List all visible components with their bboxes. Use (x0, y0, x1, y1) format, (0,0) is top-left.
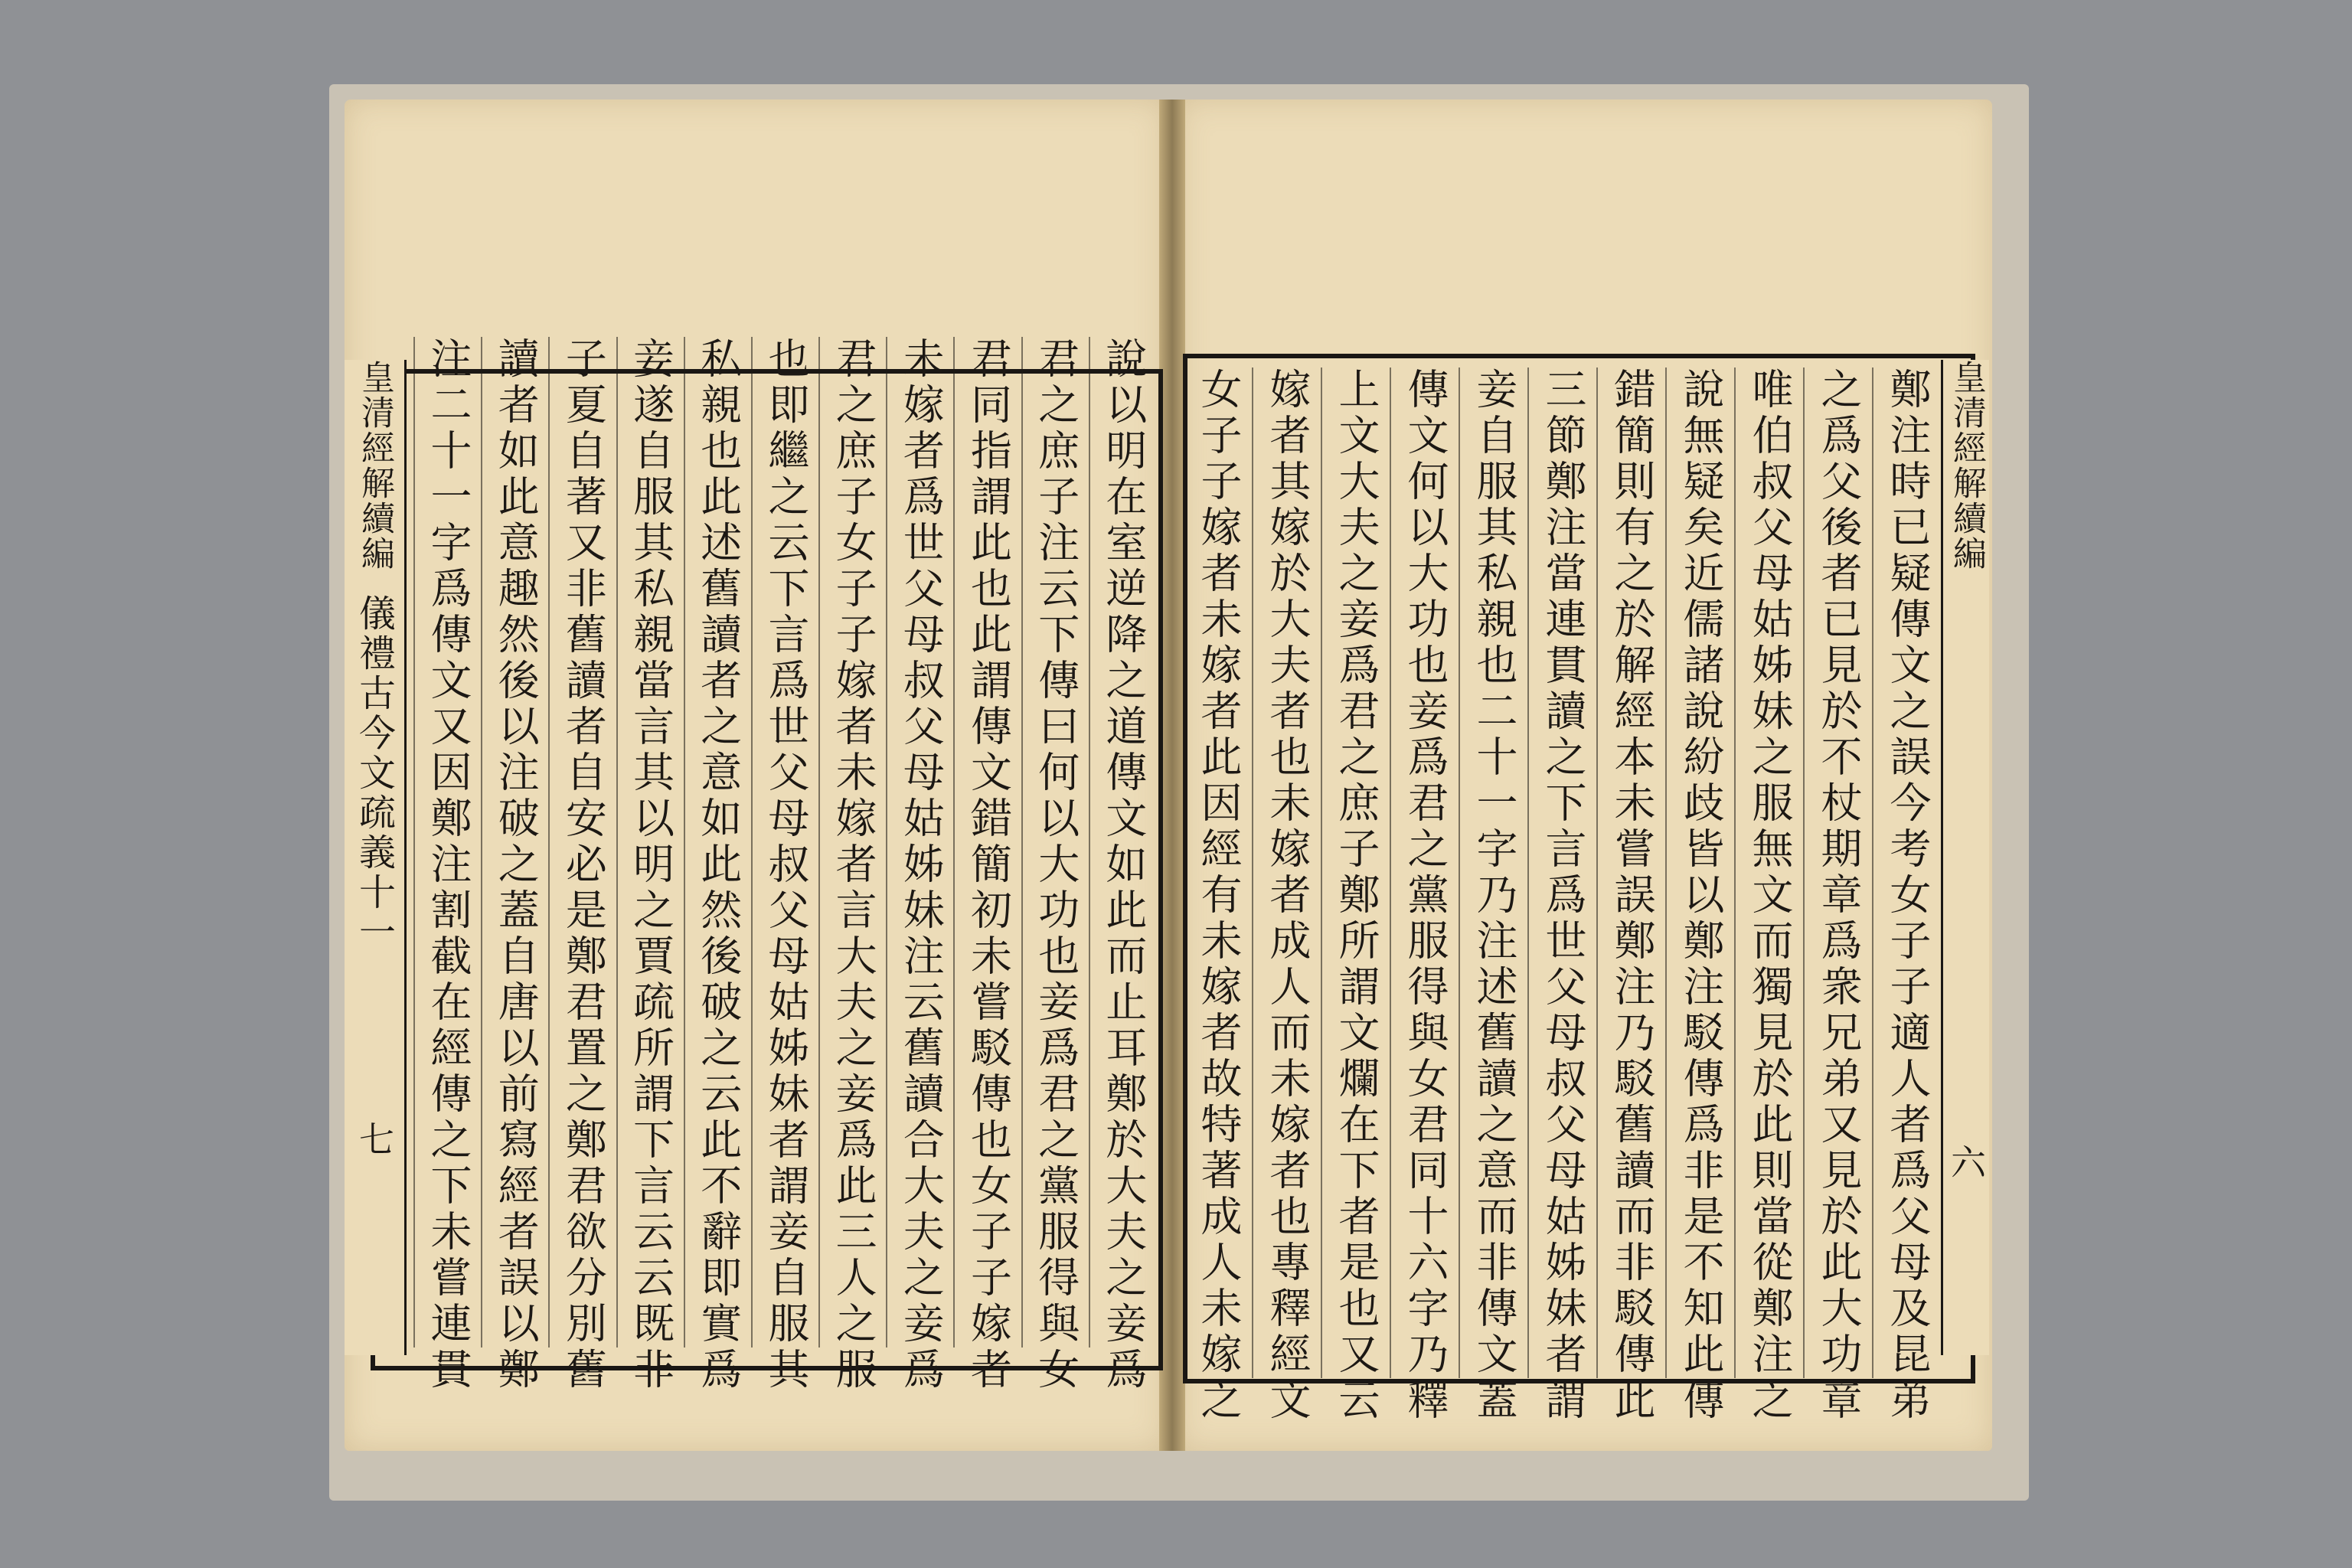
left-margin-title: 皇清經解續編 (355, 360, 394, 571)
column-text: 注二十一字爲傳文又因鄭注割截在經傳之下未嘗連貫 (424, 337, 473, 1393)
text-column (1252, 368, 1321, 1424)
column-text: 讀者如此意趣然後以注破之蓋自唐以前寫經者誤以鄭 (492, 337, 541, 1393)
column-text: 未嫁者爲世父母叔父母姑姊妹注云舊讀合大夫之妾爲 (897, 337, 946, 1393)
column-text: 私親也此述舊讀者之意如此然後破之云此不辭即實爲 (694, 337, 743, 1393)
text-column (1321, 368, 1390, 1424)
column-text: 君同指謂此也此謂傳文錯簡初未嘗駁傳也女子子嫁者 (964, 337, 1013, 1393)
column-text: 上文大夫之妾爲君之庶子鄭所謂文爛在下者是也又云 (1332, 368, 1380, 1424)
text-column (1390, 368, 1459, 1424)
column-text: 妾遂自服其私親當言其以明之賈疏所謂下言云云既非 (626, 337, 675, 1393)
column-text: 也即繼之云下言爲世父母叔父母姑姊妹者謂妾自服其 (761, 337, 810, 1393)
left-page-number: 七 (354, 1121, 395, 1156)
column-text: 君之庶子女子子嫁者未嫁者言大夫之妾爲此三人之服 (829, 337, 878, 1393)
column-text: 錯簡則有之於解經本未嘗誤鄭注乃駁舊讀而非駁傳此 (1608, 368, 1656, 1424)
text-column (548, 337, 616, 1393)
column-text: 子夏自著又非舊讀者自安必是鄭君置之鄭君欲分別舊 (559, 337, 608, 1393)
text-column (1459, 368, 1527, 1424)
column-text: 之爲父後者已見於不杖期章爲衆兄弟又見於此大功章 (1815, 368, 1863, 1424)
text-column (1183, 368, 1252, 1424)
text-column (1734, 368, 1803, 1424)
column-text: 說以明在室逆降之道傳文如此而止耳鄭於大夫之妾爲 (1099, 337, 1148, 1393)
column-text: 鄭注時已疑傳文之誤今考女子子適人者爲父母及昆弟 (1883, 368, 1932, 1424)
text-column (1665, 368, 1734, 1424)
text-column (616, 337, 684, 1393)
left-text-columns (413, 337, 1156, 1393)
book-gutter (1159, 100, 1185, 1451)
right-margin-title: 皇清經解續編 (1947, 360, 1986, 571)
text-column (1021, 337, 1089, 1393)
column-text: 三節鄭注當連貫讀之下言爲世父母叔父母姑姊妹者謂 (1539, 368, 1587, 1424)
column-text: 傳文何以大功也妾爲君之黨服得與女君同十六字乃釋 (1401, 368, 1449, 1424)
text-column (1527, 368, 1596, 1424)
column-text: 妾自服其私親也二十一字乃注述舊讀之意而非傳文蓋 (1470, 368, 1518, 1424)
left-margin-column (345, 360, 407, 1355)
text-column (413, 337, 481, 1393)
right-margin-column (1941, 360, 1989, 1355)
left-margin-subtitle: 儀禮古今文疏義十一 (352, 594, 396, 952)
column-text: 說無疑矣近儒諸說紛歧皆以鄭注駁傳爲非是不知此傳 (1677, 368, 1725, 1424)
right-text-columns (1183, 368, 1941, 1424)
text-column (1872, 368, 1941, 1424)
text-column (1089, 337, 1156, 1393)
text-column (1803, 368, 1872, 1424)
column-text: 女子子嫁者未嫁者此因經有未嫁者故特著成人未嫁之 (1194, 368, 1243, 1424)
text-column (1596, 368, 1665, 1424)
column-text: 唯伯叔父母姑姊妹之服無文而獨見於此則當從鄭注之 (1746, 368, 1794, 1424)
text-column (751, 337, 818, 1393)
text-column (684, 337, 751, 1393)
text-column (481, 337, 548, 1393)
right-page-number: 六 (1945, 1144, 1987, 1179)
column-text: 君之庶子注云下傳曰何以大功也妾爲君之黨服得與女 (1031, 337, 1080, 1393)
column-text: 嫁者其嫁於大夫者也未嫁者成人而未嫁者也專釋經文 (1263, 368, 1312, 1424)
text-column (886, 337, 953, 1393)
text-column (818, 337, 886, 1393)
text-column (953, 337, 1021, 1393)
